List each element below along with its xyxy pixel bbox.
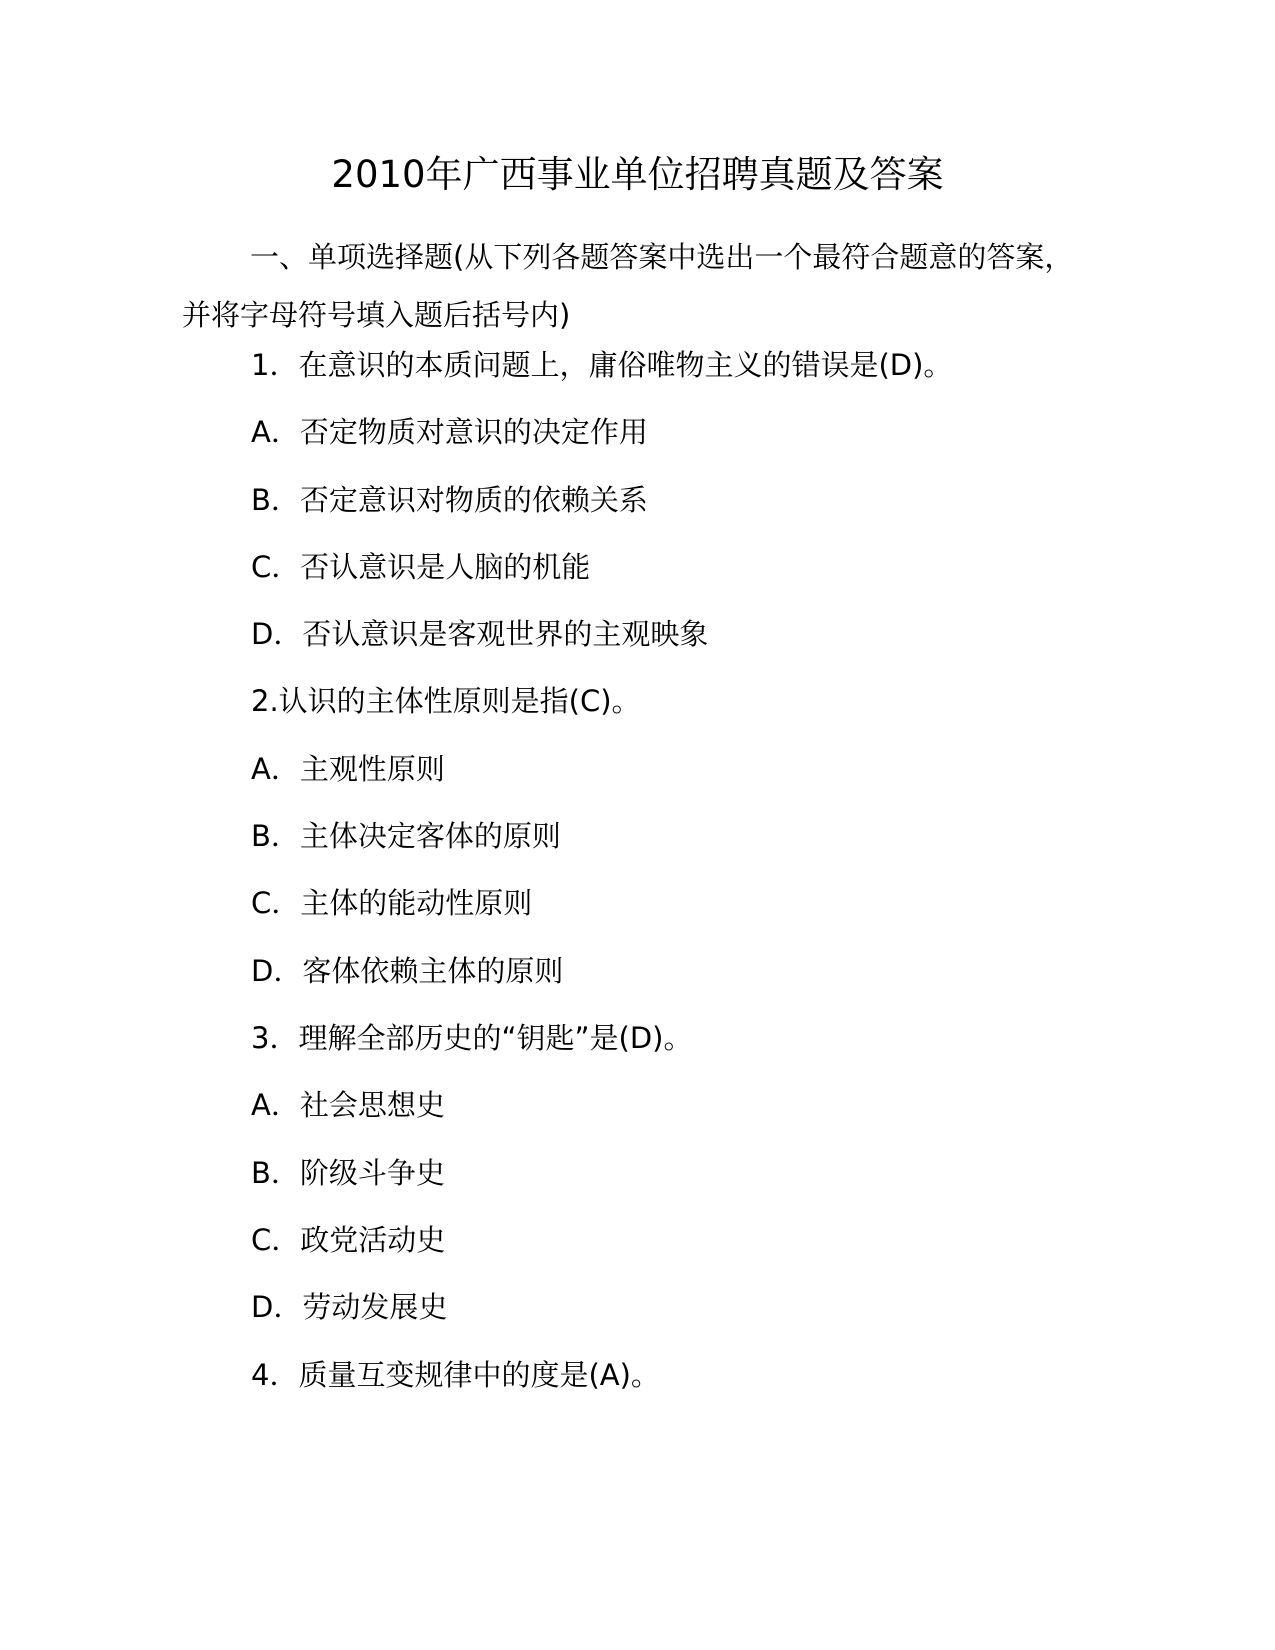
question-2: 2.认识的主体性原则是指(C)。 [251,684,641,718]
question-4: 4．质量互变规律中的度是(A)。 [251,1358,660,1392]
question-3-option-a: A．社会思想史 [251,1088,445,1122]
question-2-option-d: D．客体依赖主体的原则 [251,954,564,988]
question-1-option-a: A．否定物质对意识的决定作用 [251,415,648,449]
question-1-option-d: D．否认意识是客观世界的主观映象 [251,617,709,651]
question-2-option-b: B．主体决定客体的原则 [251,819,561,853]
question-1-option-c: C．否认意识是人脑的机能 [251,550,591,584]
question-3-option-b: B．阶级斗争史 [251,1156,445,1190]
document-title: 2010年广西事业单位招聘真题及答案 [331,153,944,196]
question-3: 3．理解全部历史的“钥匙”是(D)。 [251,1021,693,1055]
question-1-option-b: B．否定意识对物质的依赖关系 [251,483,648,517]
question-1: 1．在意识的本质问题上，庸俗唯物主义的错误是(D)。 [251,348,953,382]
section-heading: 一、单项选择题(从下列各题答案中选出一个最符合题意的答案，并将字母符号填入题后括号内) [182,240,1074,332]
question-2-option-a: A．主观性原则 [251,752,445,786]
question-2-option-c: C．主体的能动性原则 [251,886,533,920]
question-3-option-c: C．政党活动史 [251,1223,446,1257]
question-3-option-d: D．劳动发展史 [251,1290,448,1324]
